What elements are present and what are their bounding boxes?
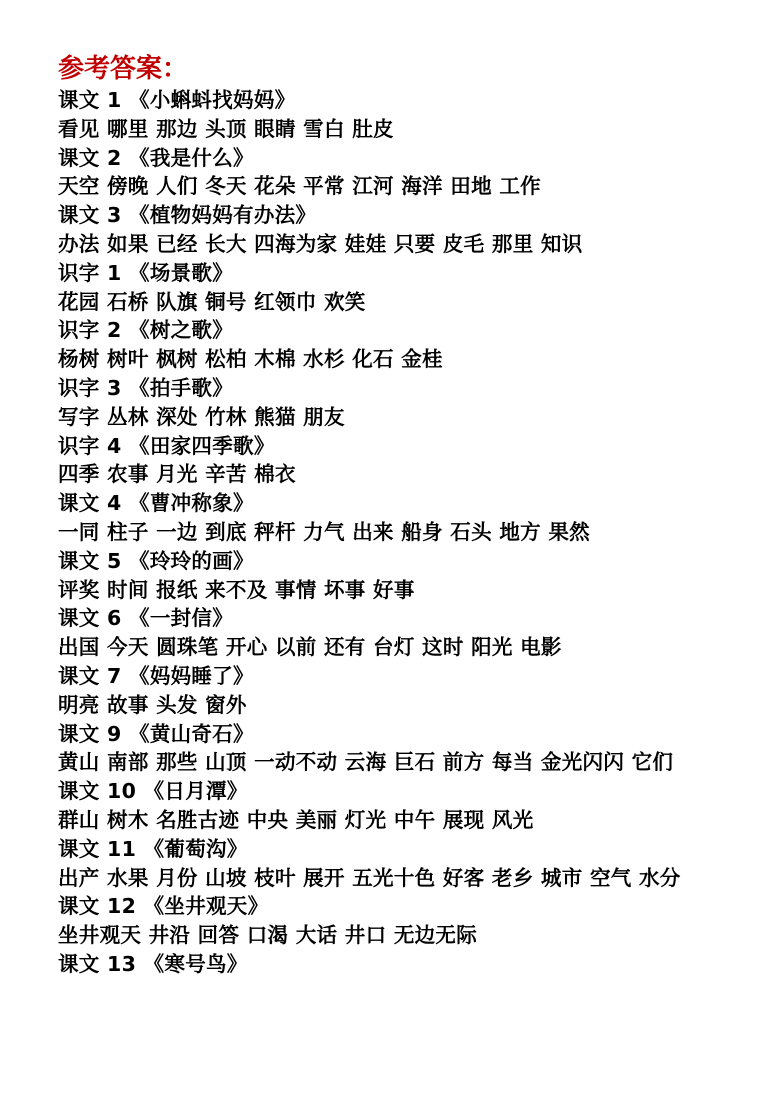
lesson-title: 课文 11 《葡萄沟》 — [58, 836, 248, 861]
vocabulary-list: 看见 哪里 那边 头顶 眼睛 雪白 肚皮 — [58, 116, 394, 141]
lesson-title: 课文 12 《坐井观天》 — [58, 894, 269, 919]
lesson-title: 课文 5 《玲玲的画》 — [58, 548, 254, 573]
lesson-title: 课文 3 《植物妈妈有办法》 — [58, 203, 317, 228]
answers-heading: 参考答案： — [58, 54, 189, 84]
vocabulary-list: 评奖 时间 报纸 来不及 事情 坏事 好事 — [58, 577, 415, 602]
lesson-title: 课文 9 《黄山奇石》 — [58, 721, 254, 746]
lesson-title: 课文 7 《妈妈睡了》 — [58, 663, 254, 688]
vocabulary-list: 写字 丛林 深处 竹林 熊猫 朋友 — [58, 404, 345, 429]
vocabulary-list: 出产 水果 月份 山坡 枝叶 展开 五光十色 好客 老乡 城市 空气 水分 — [58, 865, 681, 890]
lesson-title: 识字 2 《树之歌》 — [58, 318, 234, 343]
vocabulary-list: 四季 农事 月光 辛苦 棉衣 — [58, 462, 296, 487]
lesson-title: 识字 1 《场景歌》 — [58, 260, 234, 285]
vocabulary-list: 办法 如果 已经 长大 四海为家 娃娃 只要 皮毛 那里 知识 — [58, 231, 583, 256]
vocabulary-list: 黄山 南部 那些 山顶 一动不动 云海 巨石 前方 每当 金光闪闪 它们 — [58, 750, 674, 775]
lesson-title: 课文 10 《日月潭》 — [58, 779, 248, 804]
lesson-title: 课文 2 《我是什么》 — [58, 145, 254, 170]
lesson-title: 课文 1 《小蝌蚪找妈妈》 — [58, 88, 296, 112]
lesson-title: 课文 13 《寒号鸟》 — [58, 951, 248, 976]
lesson-title: 识字 4 《田家四季歌》 — [58, 433, 275, 458]
vocabulary-list: 坐井观天 井沿 回答 口渴 大话 井口 无边无际 — [58, 923, 478, 948]
lesson-title: 课文 4 《曹冲称象》 — [58, 491, 254, 516]
vocabulary-list: 群山 树木 名胜古迹 中央 美丽 灯光 中午 展现 风光 — [58, 807, 534, 832]
lesson-title: 识字 3 《拍手歌》 — [58, 375, 234, 400]
lesson-title: 课文 6 《一封信》 — [58, 606, 234, 631]
vocabulary-list: 杨树 树叶 枫树 松柏 木棉 水杉 化石 金桂 — [58, 347, 443, 372]
vocabulary-list: 天空 傍晚 人们 冬天 花朵 平常 江河 海洋 田地 工作 — [58, 174, 541, 199]
vocabulary-list: 花园 石桥 队旗 铜号 红领巾 欢笑 — [58, 289, 366, 314]
vocabulary-list: 一同 柱子 一边 到底 秤杆 力气 出来 船身 石头 地方 果然 — [58, 519, 590, 544]
answer-document — [58, 52, 738, 979]
vocabulary-list: 出国 今天 圆珠笔 开心 以前 还有 台灯 这时 阳光 电影 — [58, 635, 562, 660]
vocabulary-list: 明亮 故事 头发 窗外 — [58, 692, 247, 717]
